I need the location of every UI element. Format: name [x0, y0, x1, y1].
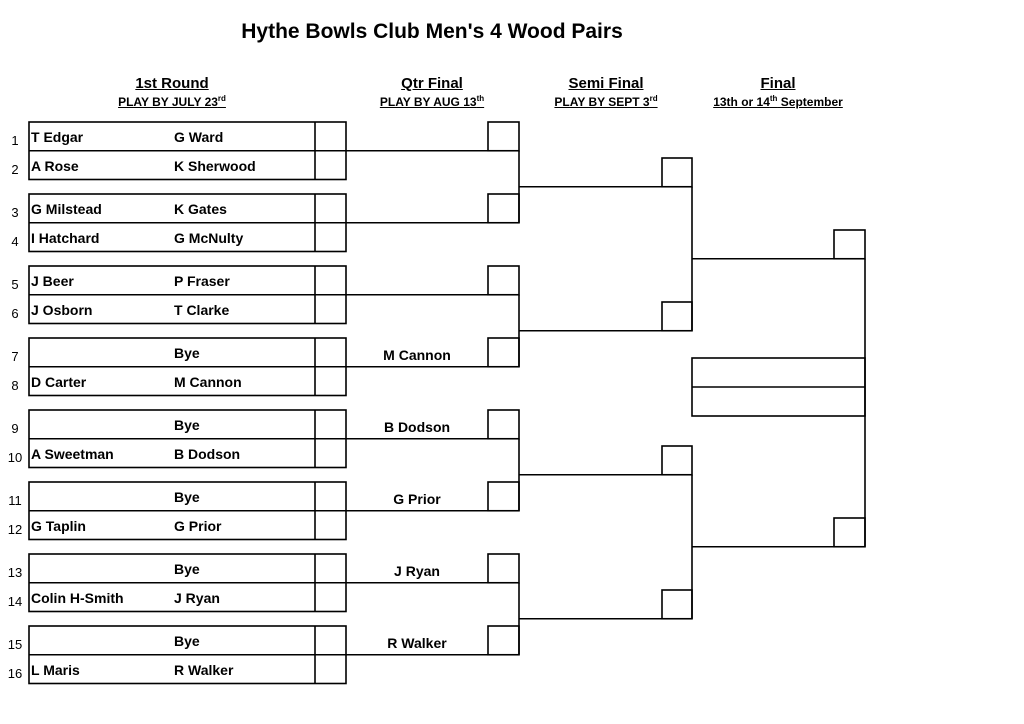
round-deadline: PLAY BY JULY 23rd	[118, 94, 226, 110]
qf-score-box	[488, 482, 519, 511]
round-name: Qtr Final	[401, 75, 463, 92]
player-name: J Beer	[31, 273, 74, 289]
entry-number: 8	[11, 377, 19, 393]
sf-score-box	[662, 446, 692, 475]
qf-score-box	[488, 122, 519, 151]
qf-score-box	[488, 626, 519, 655]
qf-score-box	[488, 194, 519, 223]
sf-score-box	[662, 302, 692, 331]
qf-winner: M Cannon	[383, 346, 451, 363]
qf-winner: R Walker	[387, 634, 447, 651]
player-name: T Edgar	[31, 129, 84, 145]
player-name: Colin H-Smith	[31, 589, 124, 606]
entry-number: 12	[7, 521, 23, 537]
entry-number: 6	[11, 305, 19, 321]
player-name: D Carter	[31, 373, 87, 390]
player-name: B Dodson	[174, 445, 241, 462]
qf-winner: J Ryan	[394, 562, 440, 579]
player-name: Bye	[174, 417, 200, 433]
player-name: I Hatchard	[31, 229, 100, 246]
qf-score-box	[488, 410, 519, 439]
player-name: G Milstead	[31, 201, 102, 217]
player-name: P Fraser	[174, 273, 230, 289]
round-name: 1st Round	[135, 75, 209, 92]
player-name: J Ryan	[174, 589, 220, 606]
entry-number: 9	[11, 421, 19, 436]
round-name: Semi Final	[568, 75, 644, 92]
entry-number: 11	[8, 493, 22, 508]
qf-score-box	[488, 338, 519, 367]
round-deadline: PLAY BY SEPT 3rd	[554, 94, 658, 110]
round-name: Final	[760, 75, 796, 92]
entry-number: 4	[11, 233, 19, 249]
player-name: Bye	[174, 633, 200, 649]
player-name: A Rose	[31, 157, 79, 174]
entry-number: 15	[7, 637, 23, 652]
entry-number: 13	[7, 565, 23, 580]
player-name: M Cannon	[174, 373, 242, 390]
player-name: A Sweetman	[31, 445, 114, 462]
final-score-box	[834, 230, 865, 259]
qf-winner: G Prior	[393, 490, 441, 507]
entry-number: 14	[7, 593, 23, 609]
player-name: G Prior	[174, 517, 222, 534]
entry-number: 1	[11, 133, 19, 148]
entry-number: 5	[11, 277, 19, 292]
sf-score-box	[662, 158, 692, 187]
round-deadline: PLAY BY AUG 13th	[379, 94, 485, 110]
player-name: G McNulty	[174, 229, 244, 246]
player-name: Bye	[174, 345, 200, 361]
qf-score-box	[488, 266, 519, 295]
entry-number: 10	[7, 449, 23, 465]
player-name: Bye	[174, 561, 200, 577]
qf-score-box	[488, 554, 519, 583]
sf-score-box	[662, 590, 692, 619]
entry-number: 3	[11, 205, 19, 220]
player-name: K Gates	[174, 201, 227, 217]
player-name: L Maris	[31, 661, 80, 678]
player-name: G Ward	[174, 129, 224, 145]
final-score-box	[834, 518, 865, 547]
player-name: J Osborn	[31, 301, 93, 318]
page-title: Hythe Bowls Club Men's 4 Wood Pairs	[241, 20, 623, 43]
player-name: G Taplin	[31, 517, 86, 534]
entry-number: 16	[7, 665, 23, 681]
player-name: K Sherwood	[174, 157, 256, 174]
player-name: Bye	[174, 489, 200, 505]
player-name: R Walker	[174, 661, 234, 678]
entry-number: 7	[11, 349, 19, 364]
round-deadline: 13th or 14th September	[713, 94, 843, 110]
qf-winner: B Dodson	[383, 418, 451, 435]
player-name: T Clarke	[174, 301, 230, 318]
entry-number: 2	[11, 161, 19, 177]
